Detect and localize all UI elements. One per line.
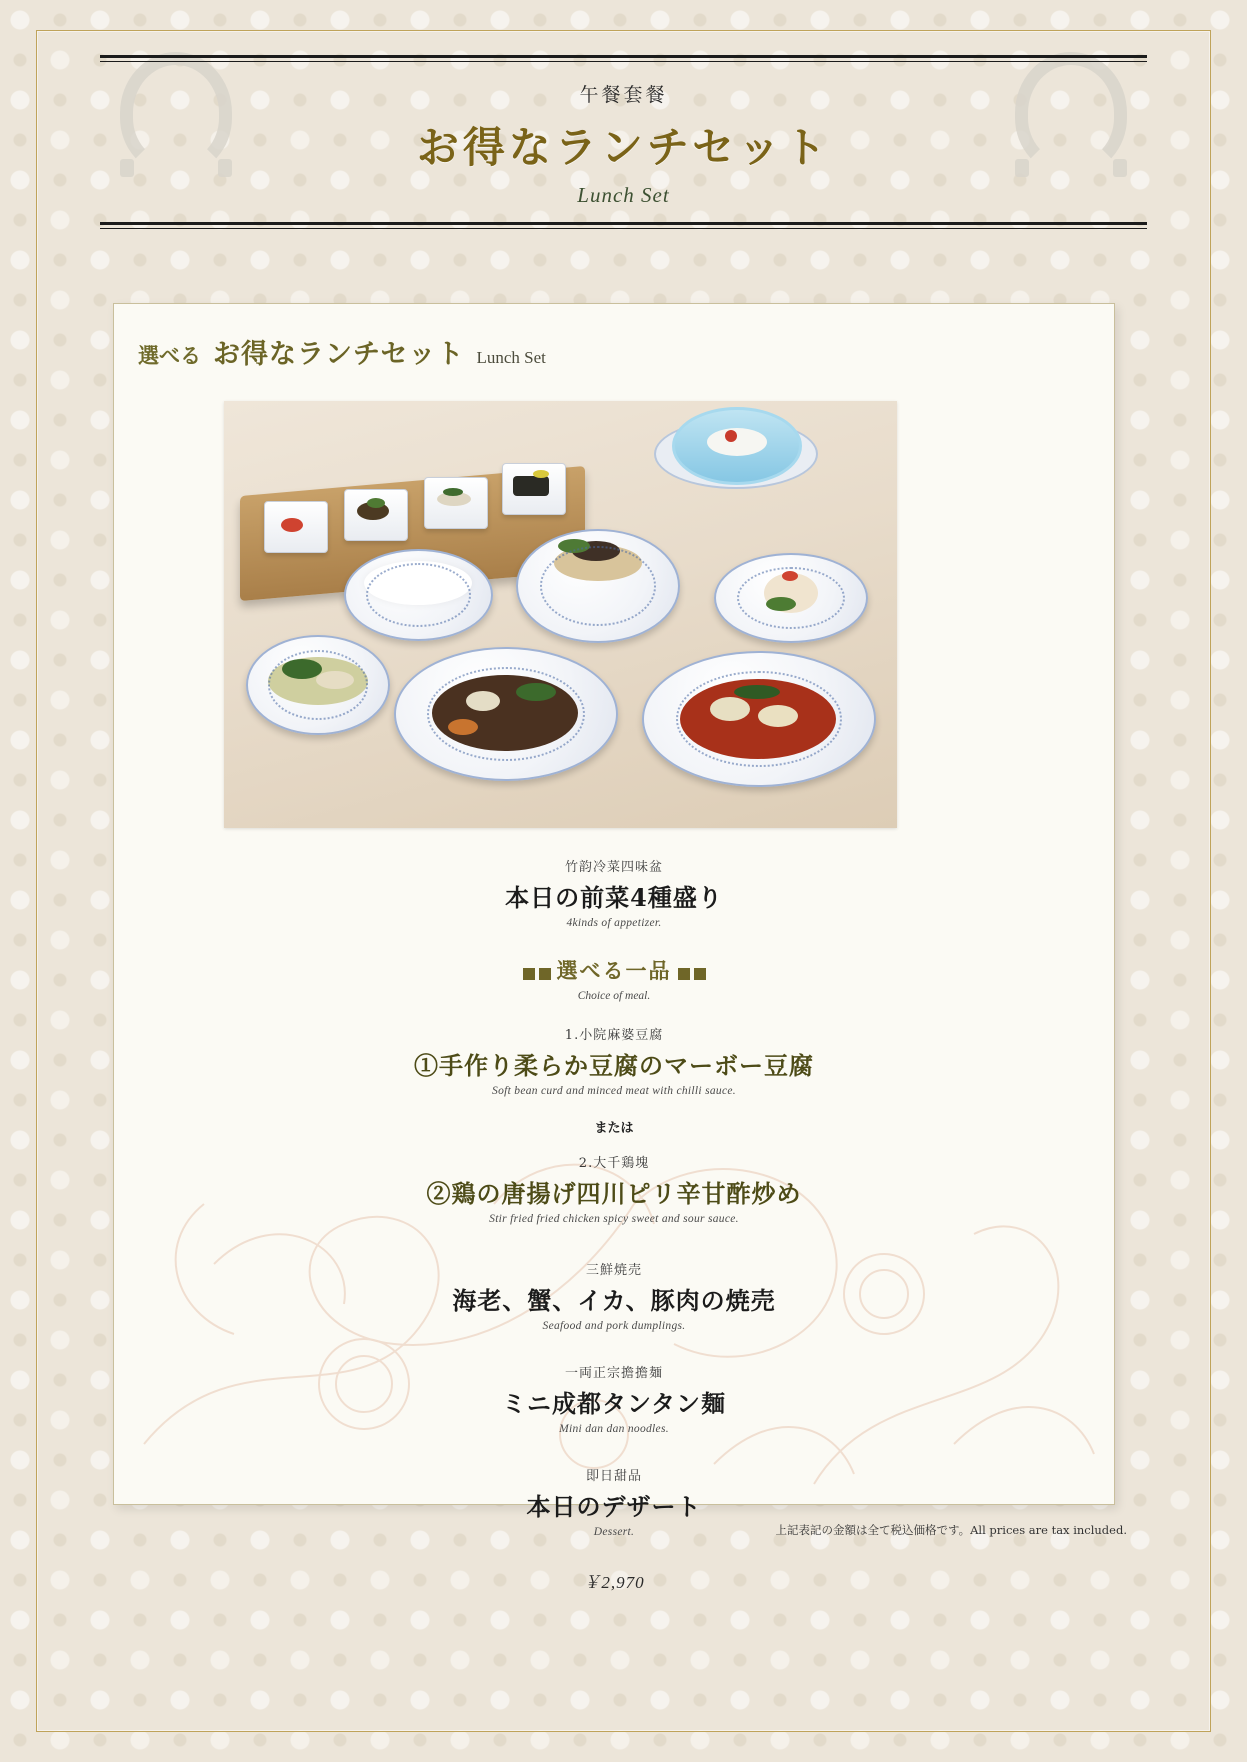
menu-item-dandan-noodles: [114, 1362, 1114, 1435]
page-header: [100, 55, 1147, 235]
appetizer-dish-2: [344, 489, 408, 541]
menu-item-english: Seafood and pork dumplings.: [542, 1320, 686, 1332]
menu-item-english: Mini dan dan noodles.: [559, 1423, 669, 1435]
appetizer-dish-4: [502, 463, 566, 515]
choice-label-english: Choice of meal.: [577, 990, 651, 1002]
square-mark-icon: [523, 968, 535, 980]
mapo-tofu-plate: [642, 651, 876, 787]
soup-bowl: [246, 635, 390, 735]
choice-or-label: または: [594, 1121, 634, 1136]
dumpling-plate: [714, 553, 868, 643]
menu-option-english: Soft bean curd and minced meat with chilli sauce.: [492, 1085, 736, 1097]
header-rule-top: [100, 55, 1147, 62]
menu-item-english: Dessert.: [593, 1526, 635, 1538]
square-mark-icon: [694, 968, 706, 980]
header-rule-bottom: [100, 222, 1147, 229]
card-heading-main: お得なランチセット: [213, 339, 465, 370]
menu-option-english: Stir fried fried chicken spicy sweet and sour sauce.: [489, 1213, 739, 1225]
header-title-english: Lunch Set: [577, 183, 670, 207]
appetizer-dish-3: [424, 477, 488, 529]
page-title: お得なランチセット: [416, 123, 831, 172]
menu-option-mapo-tofu[interactable]: [114, 1024, 1114, 1097]
menu-option-japanese: ②鶏の唐揚げ四川ピリ辛甘酢炒め: [426, 1179, 802, 1208]
menu-item-dumplings: [114, 1259, 1114, 1332]
menu-item-japanese: 海老、蟹、イカ、豚肉の焼売: [452, 1286, 776, 1315]
menu-item-chinese: 三鮮焼売: [585, 1263, 642, 1278]
square-mark-icon: [678, 968, 690, 980]
choice-label: 選べる一品: [556, 958, 672, 983]
menu-item-japanese: 本日の前菜4種盛り: [505, 883, 723, 912]
menu-item-chinese: 即日甜品: [585, 1469, 642, 1484]
rice-bowl: [344, 549, 493, 641]
card-heading: [138, 332, 546, 371]
stir-fried-chicken-plate: [394, 647, 618, 781]
menu-item-chinese: 一両正宗擔擔麺: [564, 1366, 663, 1381]
choice-label-row: [114, 955, 1114, 985]
tax-footnote: 上記表記の金額は全て税込価格です。All prices are tax included.: [775, 1523, 1127, 1537]
glass-dessert-bowl: [672, 407, 802, 485]
menu-item-japanese: 本日のデザート: [526, 1492, 702, 1521]
menu-option-chinese: 2.大千鶏塊: [578, 1156, 650, 1171]
menu-option-fried-chicken[interactable]: [114, 1152, 1114, 1225]
choice-of-meal-band: [114, 955, 1114, 1002]
dandan-noodle-bowl: [516, 529, 680, 643]
square-mark-icon: [539, 968, 551, 980]
menu-option-japanese: ①手作り柔らか豆腐のマーボー豆腐: [414, 1051, 814, 1080]
menu-item-japanese: ミニ成都タンタン麺: [501, 1389, 727, 1418]
card-heading-small: 選べる: [138, 343, 201, 368]
menu-option-chinese: 1.小院麻婆豆腐: [564, 1028, 664, 1043]
lunch-set-photo: [224, 401, 897, 828]
menu-item-chinese: 竹韵冷菜四味盆: [564, 860, 663, 875]
set-price: ￥2,970: [583, 1573, 645, 1592]
card-heading-english: Lunch Set: [476, 348, 546, 367]
menu-item-english: 4kinds of appetizer.: [566, 917, 662, 929]
menu-items-list: [114, 856, 1114, 1593]
header-title-chinese: 午餐套餐: [579, 84, 668, 106]
menu-item-appetizer: [114, 856, 1114, 929]
appetizer-dish-1: [264, 501, 328, 553]
